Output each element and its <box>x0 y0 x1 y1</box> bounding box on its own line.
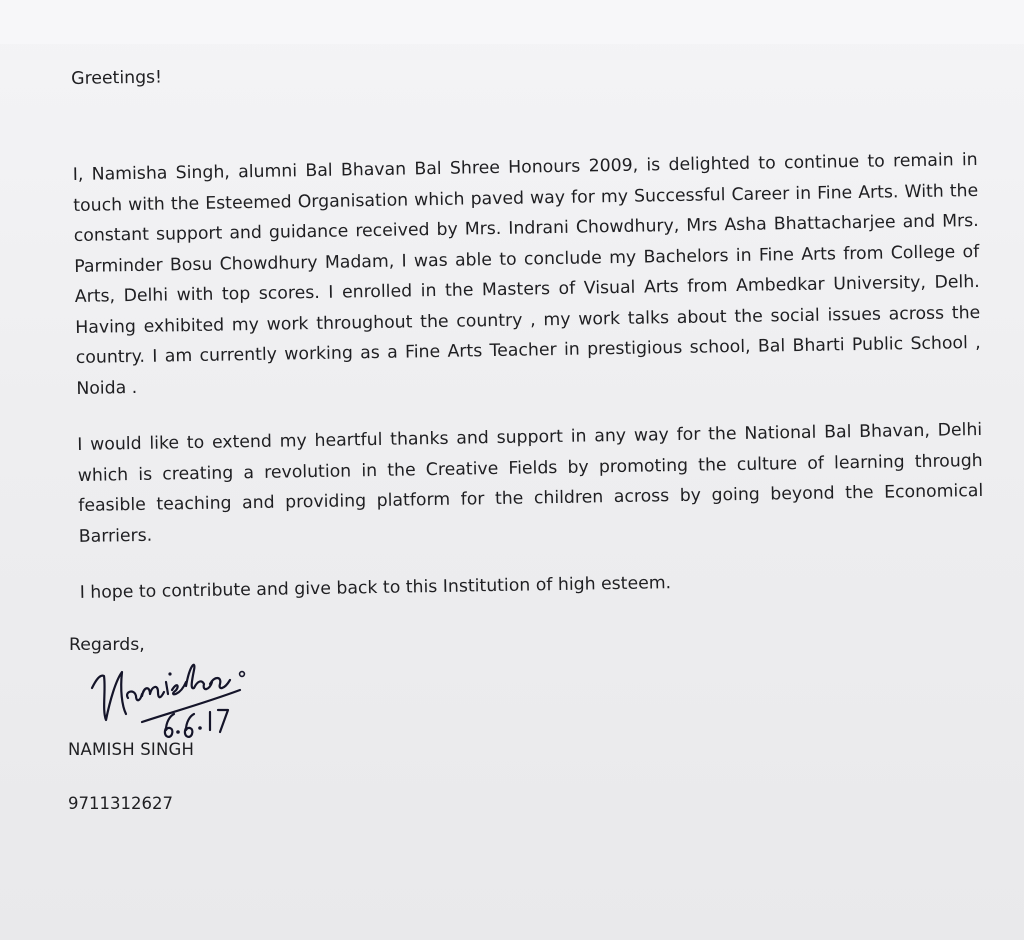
paragraph-intro: I, Namisha Singh, alumni Bal Bhavan Bal Shree Honours 2009, is delighted to continue to remain in touch with the Esteemed Organisation which paved way for my Successful Career in Fine Arts. With the constant support and guidance received by Mrs. Indrani Chowdhury, Mrs Asha Bhattacharjee and Mrs. Parminder Bosu Chowdhury Madam, I was able to conclude my Bachelors in Fine Arts from College of Arts, Delhi with top scores. I enrolled in the Masters of Visual Arts from Ambedkar University, Delh. Having exhibited my work throughout the country , my work talks about the social issues across the country. I am currently working as a Fine Arts Teacher in prestigious school, Bal Bharti Public School , Noida . <box>72 149 981 399</box>
greeting: Greetings! <box>71 67 163 89</box>
paragraph-thanks: I would like to extend my heartful thanks and support in any way for the National Bal Bhavan, Delhi which is creating a revolution in the Creative Fields by promoting the culture of learning through feasible teaching and providing platform for the children across by going beyond the Economical Barriers. <box>77 419 984 547</box>
letter-body <box>71 51 1010 637</box>
paper-top-edge <box>0 0 1024 44</box>
paragraph-contribute: I hope to contribute and give back to this Institution of high esteem. <box>79 573 672 603</box>
phone-number: 9711312627 <box>68 794 173 813</box>
closing: Regards, <box>69 635 145 655</box>
signer-name: NAMISH SINGH <box>68 740 195 759</box>
handwritten-signature <box>82 640 262 740</box>
